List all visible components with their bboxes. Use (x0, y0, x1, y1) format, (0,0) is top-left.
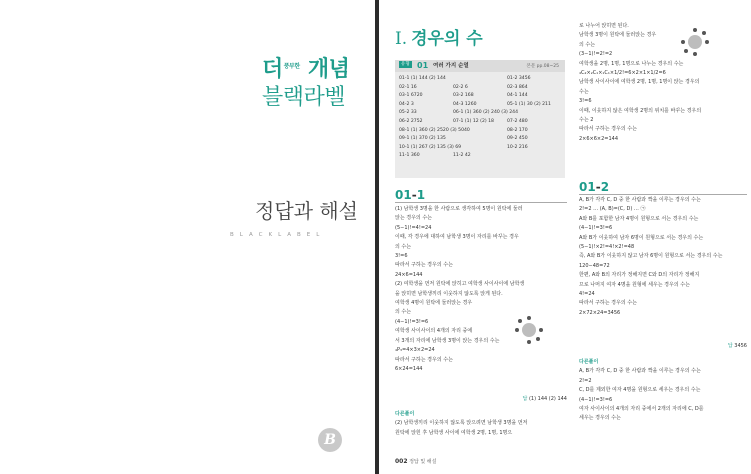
blacklabel-logo: B (318, 428, 342, 452)
solution-line: 따라서 구하는 경우의 수는 (395, 262, 453, 269)
solution-line: A와 B가 이웃하여 남자 6명이 원형으로 서는 경우의 수는 (579, 234, 704, 241)
section-01-2-alt (579, 358, 747, 424)
answer-cell: 01-1 (1) 144 (2) 144 (399, 76, 446, 81)
answer-cell: 09-1 (1) 370 (2) 135 (399, 136, 446, 142)
answer-row (399, 119, 563, 128)
answer-grid (399, 76, 563, 162)
answer-cell: 07-2 480 (507, 118, 528, 124)
solution-line: 을 앉히면 남학생끼리 이웃하지 않도록 앉게 된다. (395, 290, 503, 297)
solution-line: 따라서 구하는 경우의 수는 (579, 300, 637, 307)
solution-line: 따라서 구하는 경우의 수는 (579, 126, 637, 133)
section-01-1-alt (395, 410, 570, 438)
answer-row (399, 136, 563, 145)
answer-row (399, 93, 563, 102)
solution-line: 한편, A와 B의 자리가 정해지면 C와 D의 자리가 정해지 (579, 272, 700, 279)
section-01-2-solution (579, 196, 747, 318)
answer-cell: 11-2 42 (453, 153, 471, 159)
answer-box-number: 01 (417, 61, 429, 70)
answer-cell: 02-1 16 (399, 84, 417, 90)
solution-line: (1) 남학생 3명을 한 사람으로 생각하여 5명이 원탁에 둘러 (395, 206, 523, 212)
section-heading-01-1: 01-1 (395, 188, 426, 202)
answer-row (399, 110, 563, 119)
section-divider (579, 194, 747, 195)
page-footer: 002 정답 및 해설 (395, 458, 437, 465)
answer-cell: 10-2 216 (507, 144, 528, 150)
doc-title: 정답과 해설 (255, 199, 358, 223)
solution-line: (3−1)!=2!=2 (579, 51, 613, 58)
brand-title-superscript: 풍부한 (283, 62, 300, 70)
solution-line: 여학생을 2명, 1명, 1명으로 나누는 경우의 수는 (579, 60, 684, 67)
alt-solution-line: A, B가 각각 C, D 중 한 사람과 짝을 이루는 경우의 수는 (579, 368, 701, 375)
solution-line: 서 3개의 자리에 남학생 3명이 앉는 경우의 수는 (395, 337, 500, 344)
solution-line: 4!=24 (579, 291, 595, 298)
chapter-title: I. 경우의 수 (395, 29, 483, 49)
solution-line: A와 B를 포함한 남자 4명이 원형으로 서는 경우의 수는 (579, 215, 699, 222)
section-01-2-answer: 답 3456 (727, 343, 747, 349)
answer-box-tag: 유형 (401, 62, 410, 67)
alt-solution-title: 다른풀이 (395, 411, 415, 417)
answer-cell: 04-3 1260 (453, 101, 477, 107)
answer-cell: 04-1 144 (507, 93, 528, 99)
answer-box-header (395, 60, 565, 72)
answer-cell: 08-2 170 (507, 127, 528, 133)
solution-line: ₄C₂×₂C₁×₁C₁×1/2!=6×2×1×1/2=6 (579, 70, 666, 77)
answer-cell: 09-2 450 (507, 136, 528, 142)
continued-solution (579, 22, 747, 144)
answer-cell: 06-1 (1) 360 (2) 240 (3) 244 (453, 110, 519, 116)
alt-solution-line: 2!=2 (579, 377, 592, 384)
solution-line: 2!=2 … (A, B)=(C, D) … ㉠ (579, 206, 646, 213)
solution-line: 이때, 각 경우에 대하여 남학생 3명이 자리를 바꾸는 경우 (395, 234, 519, 241)
alt-solution-line: 원탁에 앉힌 후 남학생 사이에 여학생 2명, 1명, 1명으 (395, 429, 513, 436)
answer-cell: 01-2 3456 (507, 76, 531, 81)
answer-box-page-ref: 본문 pp.08~25 (526, 64, 559, 69)
solution-line: 2×72×24=3456 (579, 309, 621, 316)
alt-solution-line: (2) 남학생끼리 이웃하지 않도록 앉으려면 남학생 3명을 먼저 (395, 420, 528, 427)
answer-summary-box (395, 60, 565, 178)
brand-subtitle: 블랙라벨 (262, 85, 346, 110)
solution-line: 6×24=144 (395, 365, 423, 372)
answer-cell: 03-1 6720 (399, 93, 423, 99)
answer-cell: 11-1 360 (399, 153, 420, 159)
right-page (379, 0, 751, 474)
solution-line: (2) 여학생을 먼저 원탁에 앉히고 여학생 사이사이에 남학생 (395, 281, 525, 288)
solution-line: 여학생 4명이 원탁에 둘러앉는 경우 (395, 300, 473, 307)
solution-line: 3!=6 (395, 253, 408, 260)
solution-line: 수는 2 (579, 117, 594, 124)
answer-cell: 06-2 2752 (399, 118, 423, 124)
round-table-diagram-2 (681, 28, 709, 56)
answer-cell: 04-2 3 (399, 101, 414, 107)
solution-line: 120−48=72 (579, 262, 610, 269)
doc-label: BLACKLABEL (230, 232, 326, 238)
brand-title: 더$^{풍부한}$ 개념 (262, 57, 350, 82)
solution-line: 24×6=144 (395, 271, 423, 278)
alt-solution-line: (4−1)!=3!=6 (579, 396, 613, 403)
section-01-1-answer: 답 (1) 144 (2) 144 (522, 396, 567, 402)
solution-line: (4−1)!=3!=6 (579, 225, 613, 232)
solution-line: 의 수는 (395, 309, 412, 316)
answer-cell: 08-1 (1) 360 (2) 2520 (3) 5040 (399, 127, 470, 133)
round-table-diagram-1 (515, 316, 543, 344)
solution-line: 즉, A와 B가 이웃하지 않고 남자 6명이 원형으로 서는 경우의 수는 (579, 253, 723, 260)
answer-cell: 02-2 6 (453, 84, 468, 90)
left-page (0, 0, 375, 474)
answer-cell: 05-1 (1) 30 (2) 211 (507, 101, 551, 107)
answer-row (399, 76, 563, 85)
answer-row (399, 128, 563, 137)
solution-line: 앉는 경우의 수는 (395, 215, 432, 222)
answer-cell: 03-2 168 (453, 93, 474, 99)
solution-line: (5−1)!×2!=4!×2!=48 (579, 244, 635, 251)
answer-box-name: 여러 가지 순열 (433, 63, 469, 69)
alt-solution-line: C, D를 제외한 여자 4명을 원형으로 세우는 경우의 수는 (579, 387, 701, 394)
solution-line: 이때, 이웃하지 않은 여학생 2명의 위치를 바꾸는 경우의 (579, 107, 702, 114)
solution-line: 3!=6 (579, 98, 592, 105)
alt-solution-line: 여자 사이사이의 4개의 자리 중에서 2개의 자리에 C, D를 (579, 406, 704, 413)
solution-line: 의 수는 (395, 243, 412, 250)
answer-cell: 05-2 33 (399, 110, 417, 116)
alt-solution-title: 다른풀이 (579, 359, 599, 365)
solution-line: 므로 나머지 여자 4명을 원형에 세우는 경우의 수는 (579, 281, 690, 288)
solution-line: 여학생 사이사이의 4개의 자리 중에 (395, 328, 473, 335)
section-divider (395, 202, 567, 203)
alt-solution-line: 세우는 경우의 수는 (579, 415, 621, 422)
solution-line: (5−1)!=4!=24 (395, 224, 432, 231)
answer-cell: 07-1 (1) 12 (2) 18 (453, 118, 494, 124)
answer-cell: 10-1 (1) 267 (2) 135 (3) 69 (399, 144, 462, 150)
solution-line: 따라서 구하는 경우의 수는 (395, 356, 453, 363)
solution-line: 로 나누어 앉히면 된다. (579, 23, 629, 29)
answer-row (399, 85, 563, 94)
solution-line: 2×6×6×2=144 (579, 135, 619, 142)
solution-line: 의 수는 (579, 41, 596, 48)
section-heading-01-2: 01-2 (579, 180, 610, 194)
solution-line: 남학생 3명이 원탁에 둘러앉는 경우 (579, 32, 657, 39)
solution-line: 남학생 사이사이에 여학생 2명, 1명, 1명이 앉는 경우의 (579, 79, 700, 86)
solution-line: (4−1)!=3!=6 (395, 318, 429, 325)
solution-line: ₄P₃=4×3×2=24 (395, 347, 435, 354)
answer-cell: 02-3 864 (507, 84, 528, 90)
solution-line: 수는 (579, 88, 589, 95)
section-01-1-solution (395, 205, 570, 374)
solution-line: A, B가 각각 C, D 중 한 사람과 짝을 이루는 경우의 수는 (579, 197, 701, 203)
answer-row (399, 145, 563, 154)
answer-row (399, 153, 563, 162)
